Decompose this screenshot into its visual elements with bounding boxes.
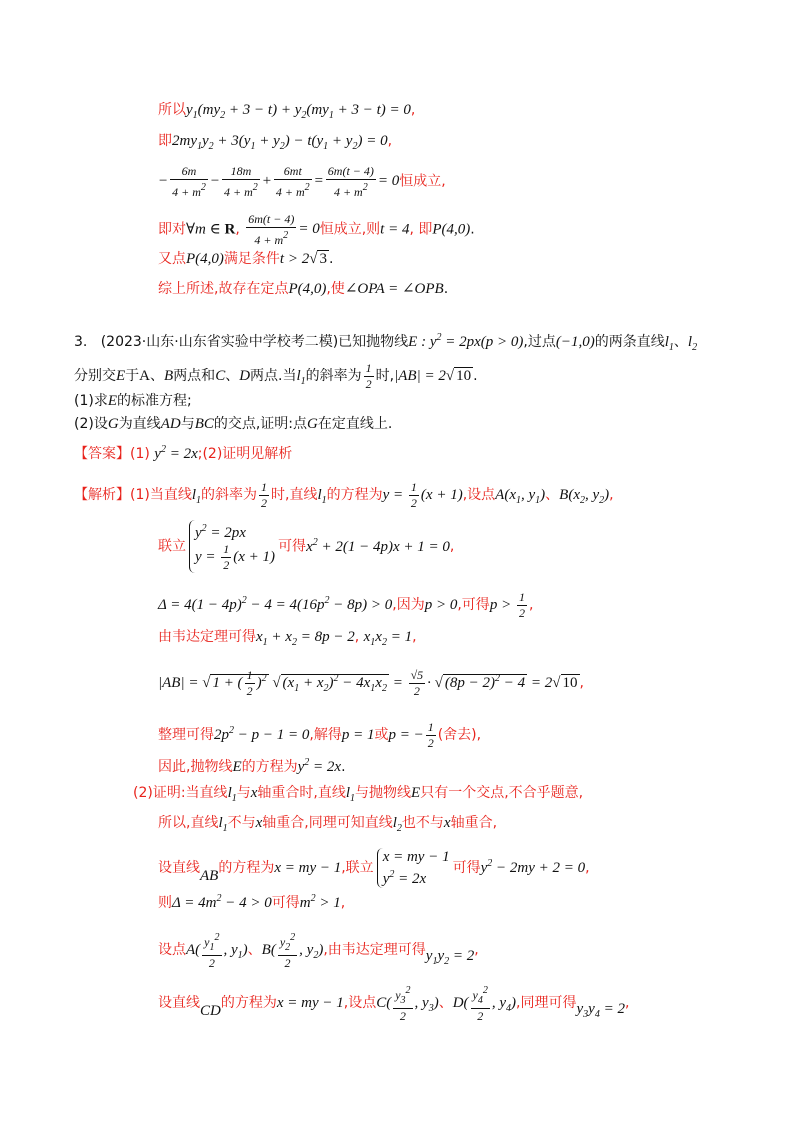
proof-line-6: 综上所述,故存在定点P(4,0),使∠OPA = ∠OPB. xyxy=(158,281,449,297)
proof-line-3: − $\frac{6m}{4 + m^2}$ − $\frac{18m}{4 + m^2}$ + $\frac{6mt}{4 + m^2}$ = $\frac{6m(t - 4)}{4 + m^2}$ = 0恒成立, xyxy=(158,164,446,199)
proof-line-5: 又点P(4,0)满足条件t > 2√ 3 . xyxy=(158,251,334,267)
question-3-line-2: 分别交E于A、B两点和C、D两点.当$l_1$的斜率为 $\frac{1}{2}$ 时,|AB| = 2√ 10 . xyxy=(74,361,478,391)
delta-line: $\Delta = 4(1 - 4p)^2 - 4 = 4(16p^2 - 8p) > 0$,因为p > 0,可得p > $\frac{1}{2}$ , xyxy=(158,590,534,620)
conclusion-1-line: 因此,抛物线E的方程为$y^2 = 2x$. xyxy=(158,757,346,775)
part2-line-5: 设点A( $\frac{y_1^2}{2}$ , $y_1$)、B( $\frac{y_2^2}{2}$ , $y_2$),由韦达定理可得$y_1y_2 = 2$, xyxy=(158,932,479,970)
part2-line-4: 则$\Delta = 4m^2 - 4 > 0$可得$m^2 > 1$, xyxy=(158,893,346,911)
proof-line-1: 所以$y_1(my_2 + 3 - t) + y_2(my_1 + 3 - t) = 0$, xyxy=(158,102,416,121)
part2-line-1: (2)证明:当直线$l_1$与x轴重合时,直线$l_1$与抛物线E只有一个交点,不合乎题意, xyxy=(133,785,584,804)
question-3-line-1: 3. (2023·山东·山东省实验中学校考二模)已知抛物线E : $y^2 = 2px(p > 0)$,过点(−1,0)的两条直线$l_1$、$l_2$ xyxy=(74,332,698,353)
part2-line-6: 设直线CD的方程为x = my − 1,设点C( $\frac{y_3^2}{2}$ , $y_3$)、D( $\frac{y_4^2}{2}$ , $y_4$),同理可得$y_3y_4 = 2$, xyxy=(158,985,630,1023)
text-suoyi: 所以 xyxy=(158,102,186,118)
analysis-line-1: 【解析】(1)当直线$l_1$的斜率为 $\frac{1}{2}$ 时,直线$l_1$的方程为y = $\frac{1}{2}$ (x + 1),设点$A(x_1$, $y_1$)、$B(x_2$, $y_2$), xyxy=(74,480,614,510)
part2-line-2: 所以,直线$l_1$不与x轴重合,同理可知直线$l_2$也不与x轴重合, xyxy=(158,815,498,834)
answer-line: 【答案】(1) $y^2$ = 2x;(2)证明见解析 xyxy=(74,444,293,462)
answer-tag: 【答案】 xyxy=(74,446,130,462)
proof-line-2: 即$2my_1y_2 + 3(y_1 + y_2) - t(y_1 + y_2) = 0$, xyxy=(158,133,393,152)
sub-question-1: (1)求E的标准方程; xyxy=(74,393,192,409)
part2-line-3: 设直线AB的方程为x = my − 1,联立 x = my − 1 $y^2 = 2x$ 可得$y^2 - 2my + 2 = 0$, xyxy=(158,849,590,887)
sub-question-2: (2)设G为直线AD与BC的交点,证明:点G在定直线上. xyxy=(74,416,393,432)
weida-line: 由韦达定理可得$x_1 + x_2 = 8p - 2$, $x_1x_2 = 1$, xyxy=(158,629,417,648)
ab-length-line: |AB| = √ 1 + ( $\frac{1}{2}$ )$^2$ √ $(x_1 + x_2)^2 - 4x_1x_2$ = $\frac{√5}{2}$ · √ $(8p - 2)^2 - 4 = 2√$ 10 , xyxy=(158,668,584,698)
zhengli-line: 整理可得$2p^2 - p - 1 = 0$,解得p = 1或p = − $\frac{1}{2}$ (舍去), xyxy=(158,720,482,750)
analysis-tag: 【解析】 xyxy=(74,486,130,503)
proof-line-4: 即对∀m ∈ R, $\frac{6m(t - 4)}{4 + m^2}$ = 0恒成立,则t = 4, 即P(4,0). xyxy=(158,212,475,247)
lianli-line: 联立 $y^2 = 2px$ y = $\frac{1}{2}$ (x + 1) 可得$x^2 + 2(1 - 4p)x + 1 = 0$, xyxy=(158,520,454,573)
